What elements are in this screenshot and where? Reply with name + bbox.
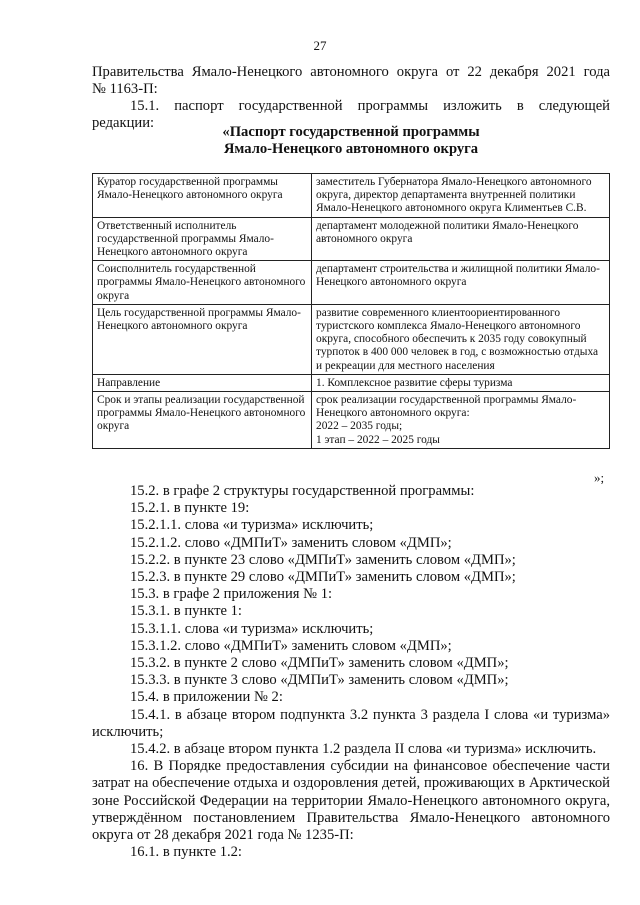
- passport-title: [120, 124, 582, 158]
- table-cell-key: Срок и этапы реализации государственной программы Ямало-Ненецкого автономного округа: [93, 392, 312, 449]
- page-number: 27: [313, 38, 327, 53]
- intro-line-3: 15.1. паспорт государственной программы изложить в следующей: [130, 98, 610, 114]
- intro-block: [92, 64, 610, 132]
- list-item: 15.4.1. в абзаце втором подпункта 3.2 пункта 3 раздела I слова «и туризма» исключить;: [92, 706, 610, 740]
- table-cell-key: Куратор государственной программы Ямало-Ненецкого автономного округа: [93, 174, 312, 218]
- intro-line-1: Правительства Ямало-Ненецкого автономного округа от 22 декабря 2021 года: [92, 64, 610, 80]
- table-cell-value: департамент строительства и жилищной политики Ямало-Ненецкого автономного округа: [312, 261, 610, 305]
- closing-quote: »;: [594, 470, 605, 485]
- list-item: 15.2.1. в пункте 19:: [130, 500, 250, 517]
- list-item: 15.2.1.2. слово «ДМПиТ» заменить словом «ДМП»;: [130, 534, 452, 551]
- list-item: 15.4.2. в абзаце втором пункта 1.2 раздела II слова «и туризма» исключить.: [130, 741, 597, 758]
- list-item: 15.3.1.1. слова «и туризма» исключить;: [130, 620, 374, 637]
- value-line: 2022 – 2035 годы;: [316, 420, 403, 433]
- list-item: 15.4. в приложении № 2:: [130, 689, 283, 706]
- table-cell-value: развитие современного клиентоориентированного туристского комплекса Ямало-Ненецкого автономного округа, способного обеспечить к 2035 году совокупный турпоток в 400 000 человек в год, с возможностью отдыха и рекреации для местного населения: [312, 304, 610, 374]
- passport-table: [92, 173, 610, 449]
- table-row: [93, 261, 610, 305]
- list-item: 15.3. в графе 2 приложения № 1:: [130, 586, 333, 603]
- table-cell-key: Цель государственной программы Ямало-Ненецкого автономного округа: [93, 304, 312, 374]
- passport-title-line-1: «Паспорт государственной программы: [222, 124, 480, 140]
- list-item: 15.2.2. в пункте 23 слово «ДМПиТ» заменить словом «ДМП»;: [130, 551, 516, 568]
- list-item: 15.2.1.1. слова «и туризма» исключить;: [130, 517, 374, 534]
- paragraph-16: 16. В Порядке предоставления субсидии на финансовое обеспечение части затрат на обеспечение отдыха и оздоровления детей, проживающих в Арктической зоне Российской Федерации на территории Ямало-Ненецкого автономного округа, утверждённом постановлением Правительства Ямало-Ненецкого автономного округа от 28 декабря 2021 года № 1235-П:: [92, 758, 610, 844]
- list-item: 15.3.2. в пункте 2 слово «ДМПиТ» заменить словом «ДМП»;: [130, 655, 509, 672]
- table-row: [93, 304, 610, 374]
- list-item: 16.1. в пункте 1.2:: [130, 844, 242, 861]
- table-cell-value: [312, 392, 610, 449]
- passport-title-line-2: Ямало-Ненецкого автономного округа: [223, 141, 479, 157]
- value-line: 1 этап – 2022 – 2025 годы: [316, 433, 440, 446]
- table-cell-key: Ответственный исполнитель государственной программы Ямало-Ненецкого автономного округа: [93, 217, 312, 261]
- amendments-list: [92, 483, 610, 861]
- list-item: 15.2.3. в пункте 29 слово «ДМПиТ» заменить словом «ДМП»;: [130, 569, 516, 586]
- list-item: 15.2. в графе 2 структуры государственной программы:: [130, 483, 475, 499]
- intro-line-2: № 1163-П:: [92, 81, 158, 97]
- list-item: 15.3.1. в пункте 1:: [130, 603, 242, 620]
- table-cell-value: 1. Комплексное развитие сферы туризма: [312, 374, 610, 391]
- list-item: 15.3.3. в пункте 3 слово «ДМПиТ» заменить словом «ДМП»;: [130, 672, 509, 689]
- intro-line-4: редакции:: [92, 115, 155, 131]
- table-row: [93, 174, 610, 218]
- table-cell-value: заместитель Губернатора Ямало-Ненецкого автономного округа, директор департамента внутренней политики Ямало-Ненецкого автономного округа Климентьев С.В.: [312, 174, 610, 218]
- table-row: [93, 392, 610, 449]
- table-row: [93, 374, 610, 391]
- value-line: срок реализации государственной программы Ямало-Ненецкого автономного округа:: [316, 394, 577, 420]
- table-cell-key: Направление: [93, 374, 312, 391]
- table-cell-key: Соисполнитель государственной программы Ямало-Ненецкого автономного округа: [93, 261, 312, 305]
- table-row: [93, 217, 610, 261]
- list-item: 15.3.1.2. слово «ДМПиТ» заменить словом «ДМП»;: [130, 637, 452, 654]
- table-cell-value: департамент молодежной политики Ямало-Ненецкого автономного округа: [312, 217, 610, 261]
